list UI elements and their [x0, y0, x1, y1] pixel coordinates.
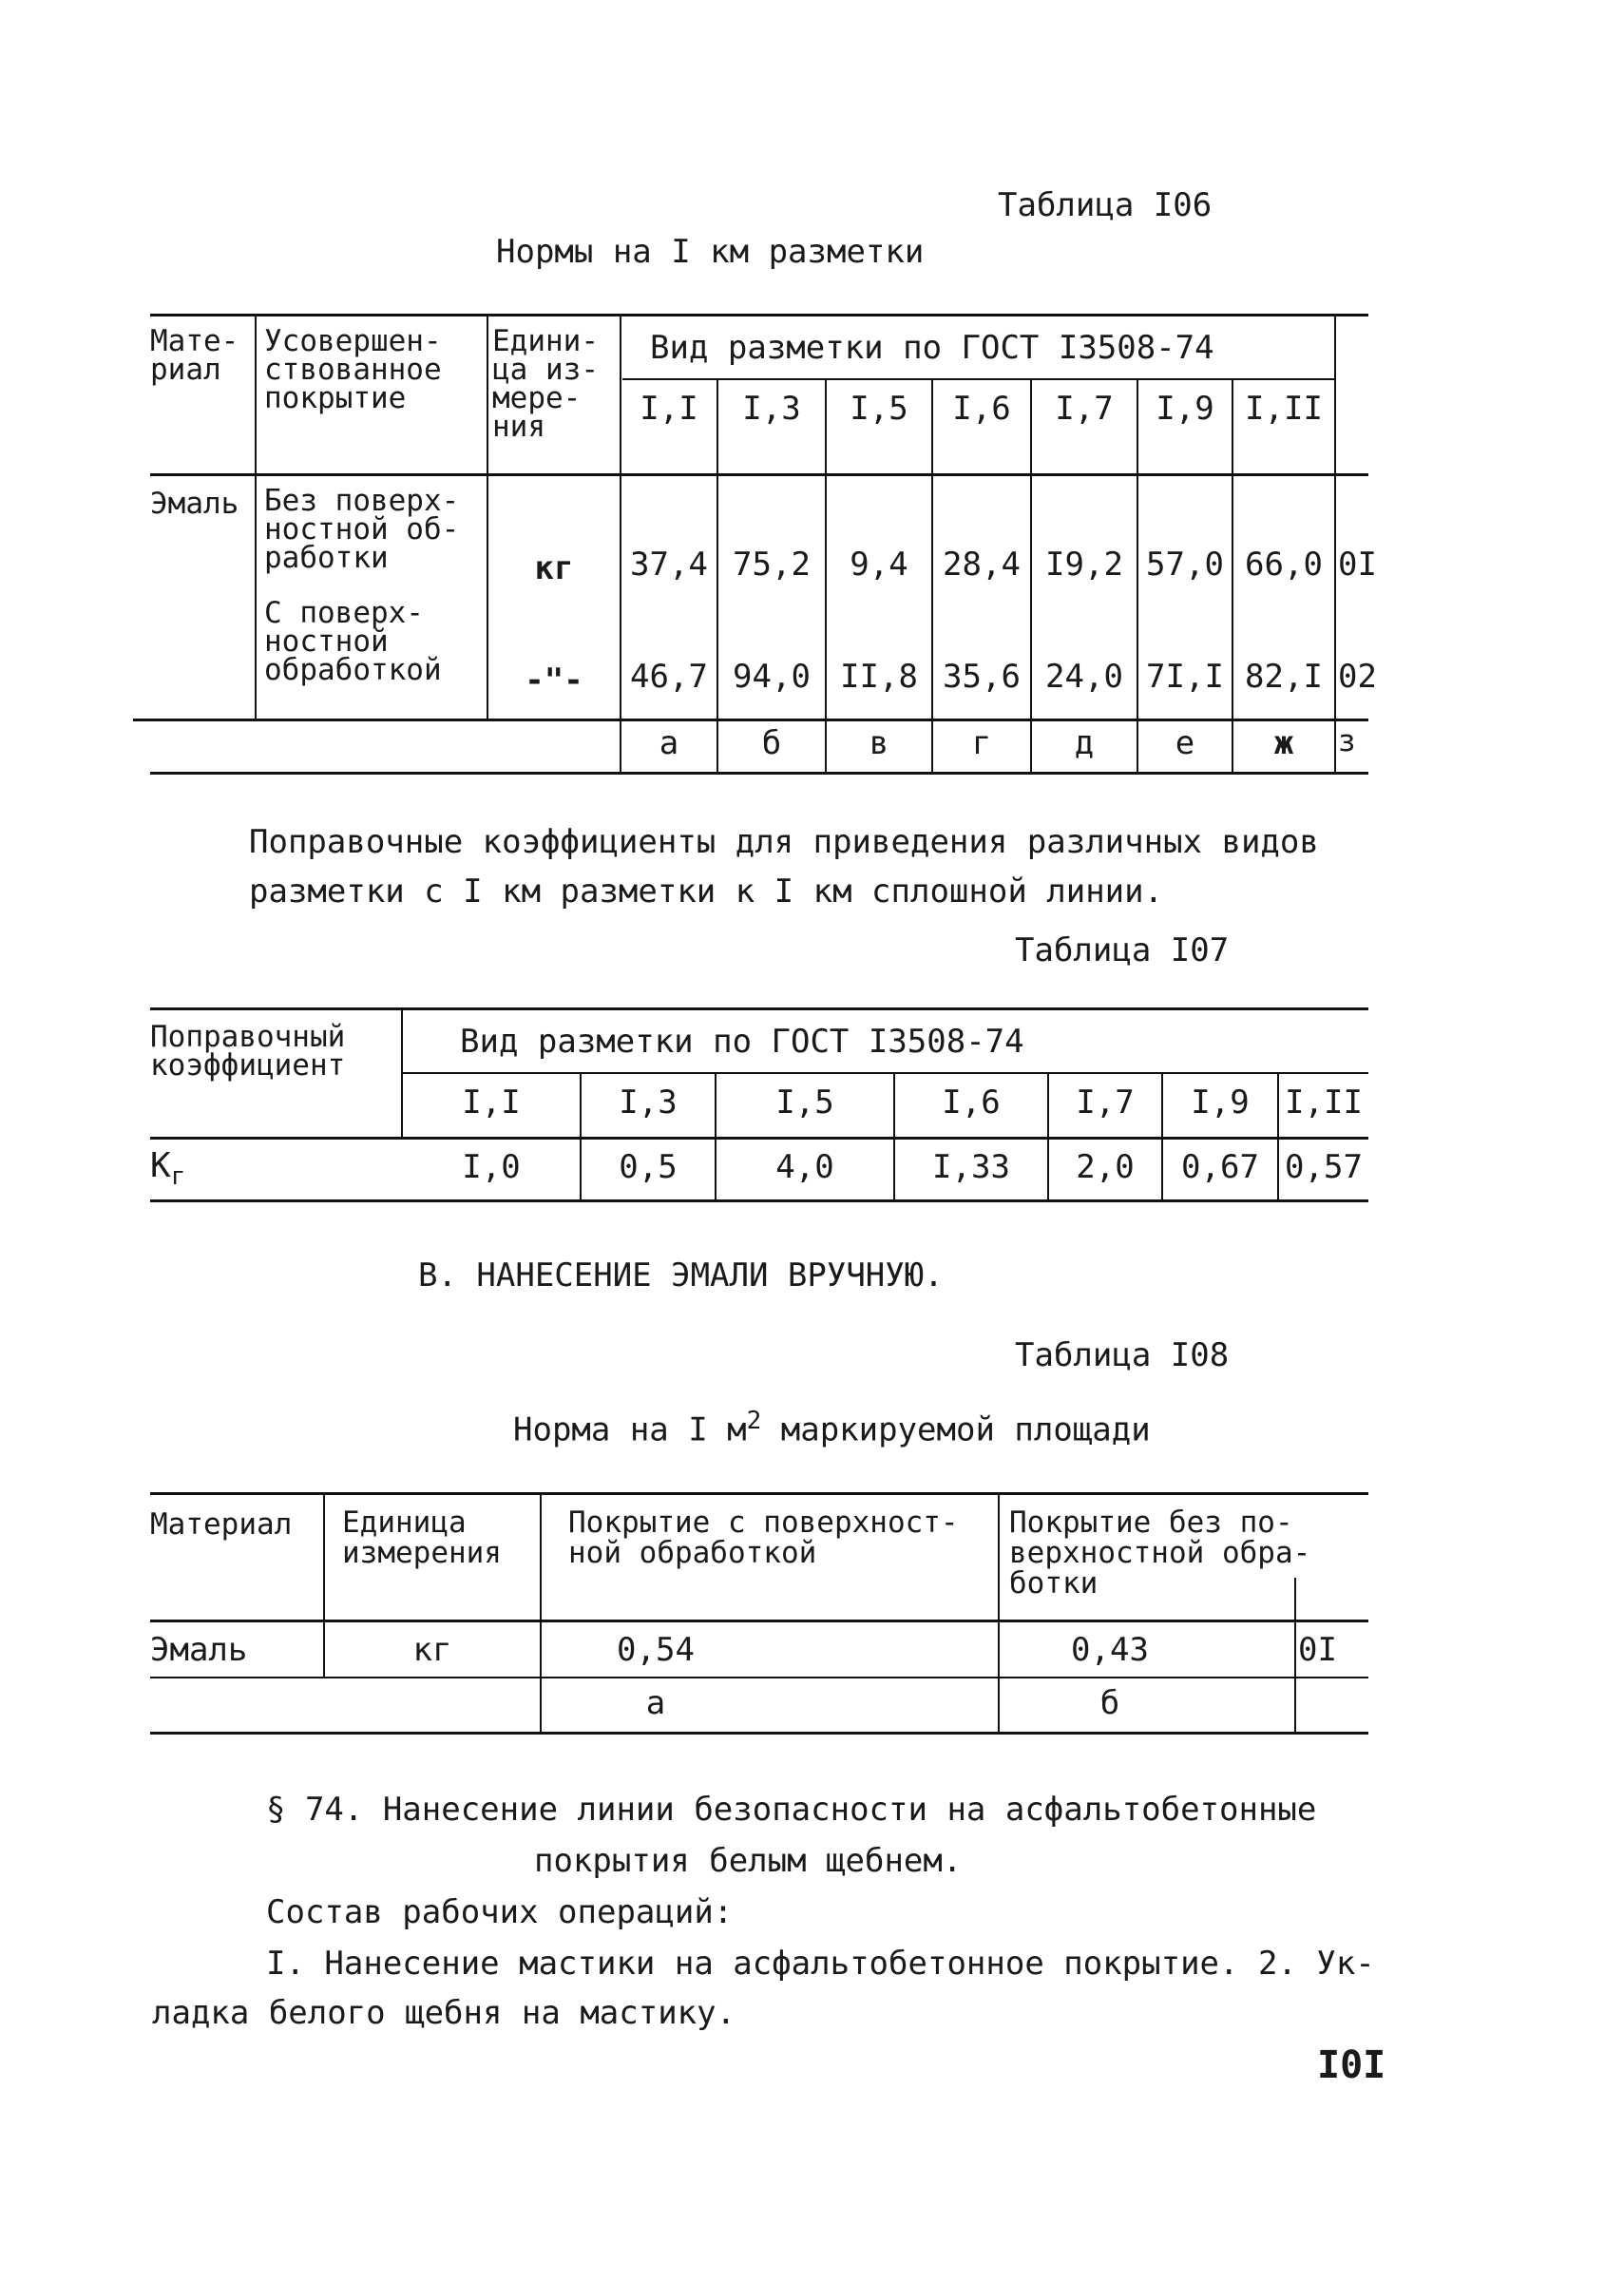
value-cell: 0,54 [617, 1631, 695, 1669]
coefficient-value: 4,0 [775, 1148, 834, 1186]
value-cell: 28,4 [943, 546, 1021, 584]
kind-header: I,I [462, 1083, 521, 1122]
table-106-bottom-rule [150, 772, 1368, 775]
kind-header: I,3 [619, 1083, 678, 1122]
value-cell: II,8 [840, 658, 918, 696]
column-letter: е [1175, 724, 1195, 762]
coefficient-value: 0,67 [1181, 1148, 1259, 1186]
table-108-bottom-rule [150, 1732, 1368, 1735]
table-106-header-rule [150, 473, 1368, 476]
header-without-treatment: Покрытие без по- верхностной обра- ботки [1009, 1505, 1311, 1601]
coefficient-value: 2,0 [1076, 1148, 1135, 1186]
section-74-title-cont: покрытия белым щебнем. [534, 1842, 963, 1880]
value-cell: 66,0 [1245, 546, 1323, 584]
table-108-col-rule [1294, 1578, 1296, 1732]
table-106-title: Нормы на I км разметки [496, 233, 925, 271]
page-number: I0I [1317, 2043, 1386, 2087]
header-kind: Вид разметки по ГОСТ I3508-74 [460, 1023, 1024, 1061]
kind-header: I,5 [775, 1083, 834, 1122]
kind-header: I,I [640, 390, 698, 428]
table-107-kind-rule [403, 1072, 1368, 1074]
kind-header: I,II [1245, 390, 1323, 428]
unit-cell: -"- [525, 662, 583, 700]
kind-header: I,9 [1156, 390, 1214, 428]
value-cell: 35,6 [943, 658, 1021, 696]
table-108-label: Таблица I08 [1015, 1336, 1230, 1374]
coefficient-symbol [150, 1146, 185, 1191]
kind-header: I,6 [942, 1083, 1001, 1122]
value-cell: 37,4 [630, 546, 708, 584]
value-cell: I9,2 [1045, 546, 1123, 584]
kind-header: I,5 [850, 390, 908, 428]
table-108-title [513, 1407, 1151, 1448]
column-letter: з [1338, 724, 1356, 758]
header-kind: Вид разметки по ГОСТ I3508-74 [650, 329, 1214, 367]
coefficient-value: I,0 [462, 1148, 521, 1186]
operations-line: I. Нанесение мастики на асфальтобетонное покрытие. 2. Ук- [266, 1945, 1375, 1983]
kind-header: I,9 [1191, 1083, 1250, 1122]
header-unit: Едини- ца из- мере- ния [492, 324, 599, 444]
coefficient-symbol-sub: г [170, 1162, 186, 1192]
value-cell: 57,0 [1146, 546, 1224, 584]
kind-header: I,7 [1076, 1083, 1135, 1122]
value-cell: 94,0 [733, 658, 811, 696]
table-106-col-rule [487, 314, 488, 719]
row-code: 0I [1298, 1631, 1337, 1669]
unit-cell: кг [534, 549, 574, 587]
table-106-col-rule [255, 314, 257, 719]
table-108-header-rule [150, 1620, 1368, 1622]
header-material: Мате- риал [150, 324, 239, 387]
table-108-title-suffix: маркируемой площади [761, 1410, 1151, 1449]
table-107-top-rule [150, 1007, 1368, 1010]
row-code: 0I [1338, 546, 1377, 584]
header-coating: Усовершен- ствованное покрытие [264, 324, 442, 415]
header-material: Материал [150, 1507, 293, 1542]
material-cell: Эмаль [150, 1631, 248, 1669]
coefficient-symbol-main: К [150, 1146, 171, 1185]
table-108-top-rule [150, 1492, 1368, 1495]
table-108-title-prefix: Норма на I м [513, 1410, 747, 1449]
coefficient-value: 0,5 [619, 1148, 678, 1186]
operations-line: ладка белого щебня на мастику. [152, 1994, 736, 2032]
material-cell: Эмаль [150, 487, 239, 521]
value-cell: 9,4 [850, 546, 908, 584]
row-code: 02 [1338, 658, 1377, 696]
kind-header: I,II [1285, 1083, 1363, 1122]
value-cell: 46,7 [630, 658, 708, 696]
column-letter: б [761, 724, 782, 762]
unit-cell: кг [412, 1631, 452, 1669]
section-heading: В. НАНЕСЕНИЕ ЭМАЛИ ВРУЧНУЮ. [418, 1256, 944, 1294]
table-107-header-rule [150, 1137, 1368, 1140]
table-106-col-rule [1334, 314, 1336, 772]
value-cell: 82,I [1245, 658, 1323, 696]
coating-cell: С поверх- ностной обработкой [264, 596, 442, 687]
coefficient-value: 0,57 [1285, 1148, 1363, 1186]
table-107-label: Таблица I07 [1015, 931, 1230, 969]
column-letter: г [971, 724, 992, 762]
value-cell: 75,2 [733, 546, 811, 584]
kind-header: I,6 [952, 390, 1011, 428]
column-letter: б [1099, 1684, 1120, 1722]
table-106-top-rule [150, 314, 1368, 316]
coating-cell: Без поверх- ностной об- работки [264, 484, 460, 575]
table-106-kind-rule [622, 378, 1335, 380]
corrections-paragraph: Поправочные коэффициенты для приведения различных видов разметки с I км разметки к I км сплошной линии. [249, 823, 1319, 911]
value-cell: 0,43 [1071, 1631, 1149, 1669]
section-74-title: § 74. Нанесение линии безопасности на асфальтобетонные [266, 1791, 1317, 1829]
table-107-bottom-rule [150, 1199, 1368, 1202]
column-letter: ж [1273, 724, 1294, 762]
table-106-col-rule [620, 314, 621, 772]
table-108-title-sup: 2 [746, 1407, 762, 1435]
column-letter: в [869, 724, 889, 762]
column-letter: а [659, 724, 679, 762]
operations-title: Состав рабочих операций: [266, 1893, 734, 1931]
value-cell: 24,0 [1045, 658, 1123, 696]
header-unit: Единица измерения [342, 1505, 502, 1570]
column-letter: д [1074, 724, 1095, 762]
table-106-label: Таблица I06 [998, 186, 1213, 224]
table-106-body-rule [133, 719, 1368, 721]
value-cell: 7I,I [1146, 658, 1224, 696]
table-108-row-rule [150, 1677, 1368, 1678]
header-with-treatment: Покрытие с поверхност- ной обработкой [568, 1505, 959, 1570]
kind-header: I,7 [1055, 390, 1114, 428]
column-letter: а [645, 1684, 666, 1722]
header-coefficient: Поправочный коэффициент [150, 1020, 346, 1083]
coefficient-value: I,33 [932, 1148, 1010, 1186]
kind-header: I,3 [742, 390, 801, 428]
